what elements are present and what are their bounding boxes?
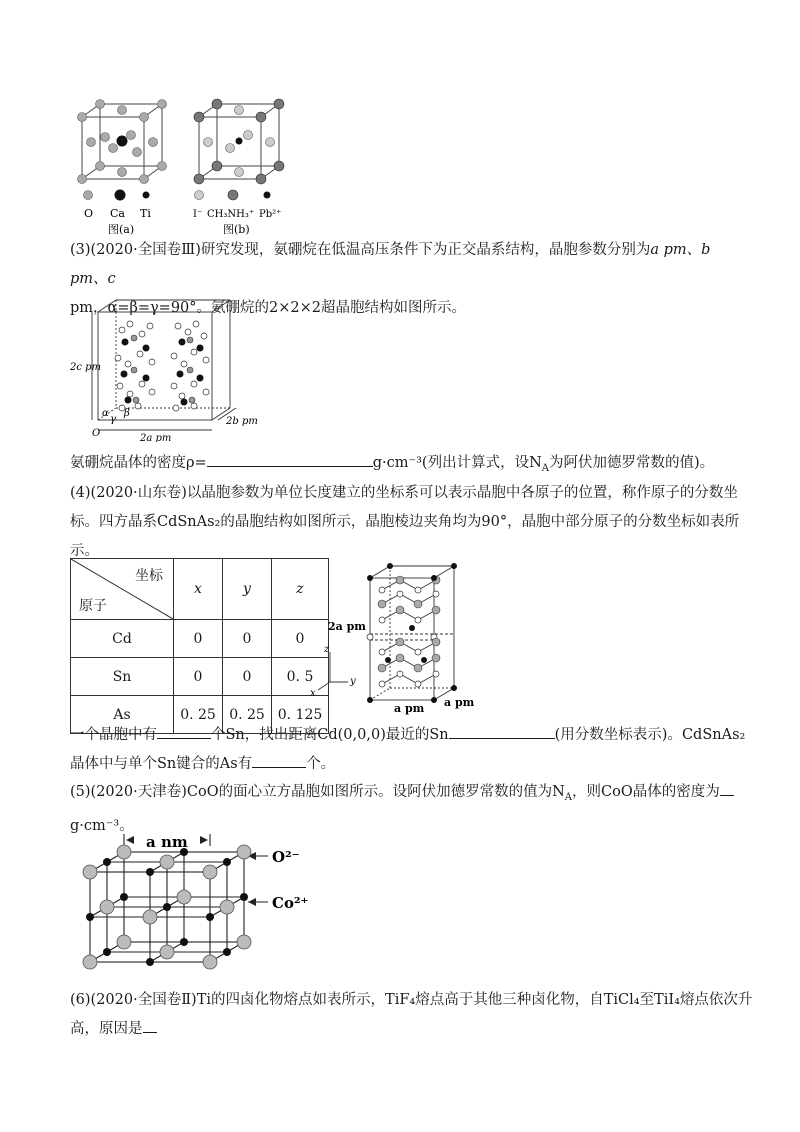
q5-line1-end: ，则CoO晶体的密度为 [572, 784, 720, 800]
table-cell: 0 [223, 658, 272, 696]
q4-line2: 标。四方晶系CdSnAs₂的晶胞结构如图所示，晶胞棱边夹角均为90°，晶胞中部分原子的分数坐标如表所 [70, 514, 740, 530]
table-cell: 0. 5 [272, 658, 329, 696]
table-row [71, 620, 329, 658]
q3-line1: (3)(2020·全国卷Ⅲ)研究发现，氨硼烷在低温高压条件下为正交晶系结构，晶胞参数分别为 [70, 242, 651, 258]
table-header-z: z [272, 559, 329, 620]
q5-line2: g·cm⁻³。 [70, 817, 134, 834]
q4-q-a: 一个晶胞中有 [70, 727, 157, 743]
q3-density-blank[interactable] [207, 451, 373, 467]
table-header-y: y [223, 559, 272, 620]
q6-line2: 高，原因是 [70, 1021, 143, 1037]
q3-line1-params: a pm、b pm、c [70, 242, 711, 287]
table-cell: 0. 125 [272, 696, 329, 734]
q5-line1: (5)(2020·天津卷)CoO的面心立方晶胞如图所示。设阿伏加德罗常数的值为N [70, 784, 565, 800]
q3-label-beta: β [124, 408, 130, 419]
q6-reason-blank[interactable] [143, 1017, 157, 1033]
q3-label-alpha: α [102, 408, 109, 419]
table-cell: 0. 25 [223, 696, 272, 734]
legend-ca: Ca [110, 207, 125, 220]
q3-label-gamma: γ [110, 414, 116, 425]
q4-line3: 示。 [70, 543, 99, 559]
q4-question [70, 721, 770, 779]
q3-density-sub: A [541, 462, 549, 474]
q4-bottom-label-1: a pm [394, 702, 425, 715]
coo-oxide-label: O²⁻ [272, 848, 300, 866]
q3-label-bottom: 2a pm [140, 433, 172, 442]
legend-iodide: I⁻ [193, 209, 203, 220]
legend-o: O [84, 207, 94, 220]
q4-q-line2-a: 晶体中与单个Sn键合的As有 [70, 756, 253, 772]
table-cell: 0 [272, 620, 329, 658]
q4-line1: (4)(2020·山东卷)以晶胞参数为单位长度建立的坐标系可以表示晶胞中各原子的位置，称作原子的分数坐 [70, 485, 738, 501]
table-cell: 0 [174, 658, 223, 696]
table-atom-cd: Cd [71, 620, 174, 658]
q4-q-b: 个Sn，找出距离Cd(0,0,0)最近的Sn [211, 727, 449, 743]
q6-line1: (6)(2020·全国卷Ⅱ)Ti的四卤化物熔点如表所示，TiF₄熔点高于其他三种卤化物，自TiCl₄至TiI₄熔点依次升 [70, 992, 753, 1008]
coo-top-label: a nm [146, 833, 188, 851]
table-header-x: x [174, 559, 223, 620]
figure-b [185, 92, 295, 237]
q4-blank-sn-coord[interactable] [449, 723, 555, 739]
table-cell: 0. 25 [174, 696, 223, 734]
q4-bottom-label-2: a pm [444, 696, 475, 709]
coo-figure [70, 830, 330, 980]
legend-lead: Pb²⁺ [259, 209, 282, 220]
perovskite-cell-diagram [70, 92, 180, 237]
q3-density-suffix: g·cm⁻³(列出计算式，设N [372, 455, 542, 471]
table-atom-as: As [71, 696, 174, 734]
q3-density-line [70, 449, 770, 483]
table-cell: 0 [223, 620, 272, 658]
q4-axis-x: x [310, 688, 316, 699]
coo-cobalt-label: Co²⁺ [272, 894, 309, 912]
ammonia-borane-figure [70, 296, 270, 442]
q4-q-c: (用分数坐标表示)。CdSnAs₂ [554, 727, 746, 743]
q4-axis-y: y [350, 676, 356, 687]
table-row [71, 658, 329, 696]
molecule-cluster [115, 321, 209, 411]
table-corner-bottom: 原子 [79, 598, 107, 614]
q4-blank-as-count[interactable] [252, 752, 306, 768]
q4-coordinate-table [70, 558, 329, 734]
cdsnas2-cell-diagram [300, 560, 510, 720]
q4-axis-z: z [324, 644, 330, 655]
q5-line1-sub: A [564, 791, 572, 803]
q4-text [70, 479, 760, 566]
q4-q-line2-b: 个。 [306, 756, 336, 772]
legend-methylammonium: CH₃NH₃⁺ [207, 209, 255, 220]
cdsnas2-figure [300, 560, 510, 720]
table-corner-cell [71, 559, 174, 620]
caption-b: 图(b) [223, 223, 250, 236]
q3-line2: pm，α=β=γ=90°。氨硼烷的2×2×2超晶胞结构如图所示。 [70, 300, 466, 316]
legend-ti: Ti [140, 207, 151, 220]
caption-a: 图(a) [108, 223, 135, 236]
q5-density-blank[interactable] [720, 780, 734, 796]
table-corner-top: 坐标 [135, 568, 163, 584]
q3-label-left: 2c pm [70, 362, 102, 373]
table-cell: 0 [174, 620, 223, 658]
coo-fcc-cell-diagram [70, 830, 330, 980]
mapbi-cell-diagram [185, 92, 295, 237]
table-atom-sn: Sn [71, 658, 174, 696]
q4-height-label: 2a pm [328, 620, 366, 633]
q3-density-prefix: 氨硼烷晶体的密度ρ= [70, 455, 207, 471]
q3-density-suffix-end: 为阿伏加德罗常数的值)。 [549, 455, 715, 471]
figure-a [70, 92, 180, 237]
q6-text [70, 986, 770, 1044]
q3-label-origin: O [92, 428, 101, 439]
q3-label-right: 2b pm [226, 416, 258, 427]
q4-blank-sn-count[interactable] [157, 723, 211, 739]
ammonia-borane-supercell [70, 296, 270, 442]
